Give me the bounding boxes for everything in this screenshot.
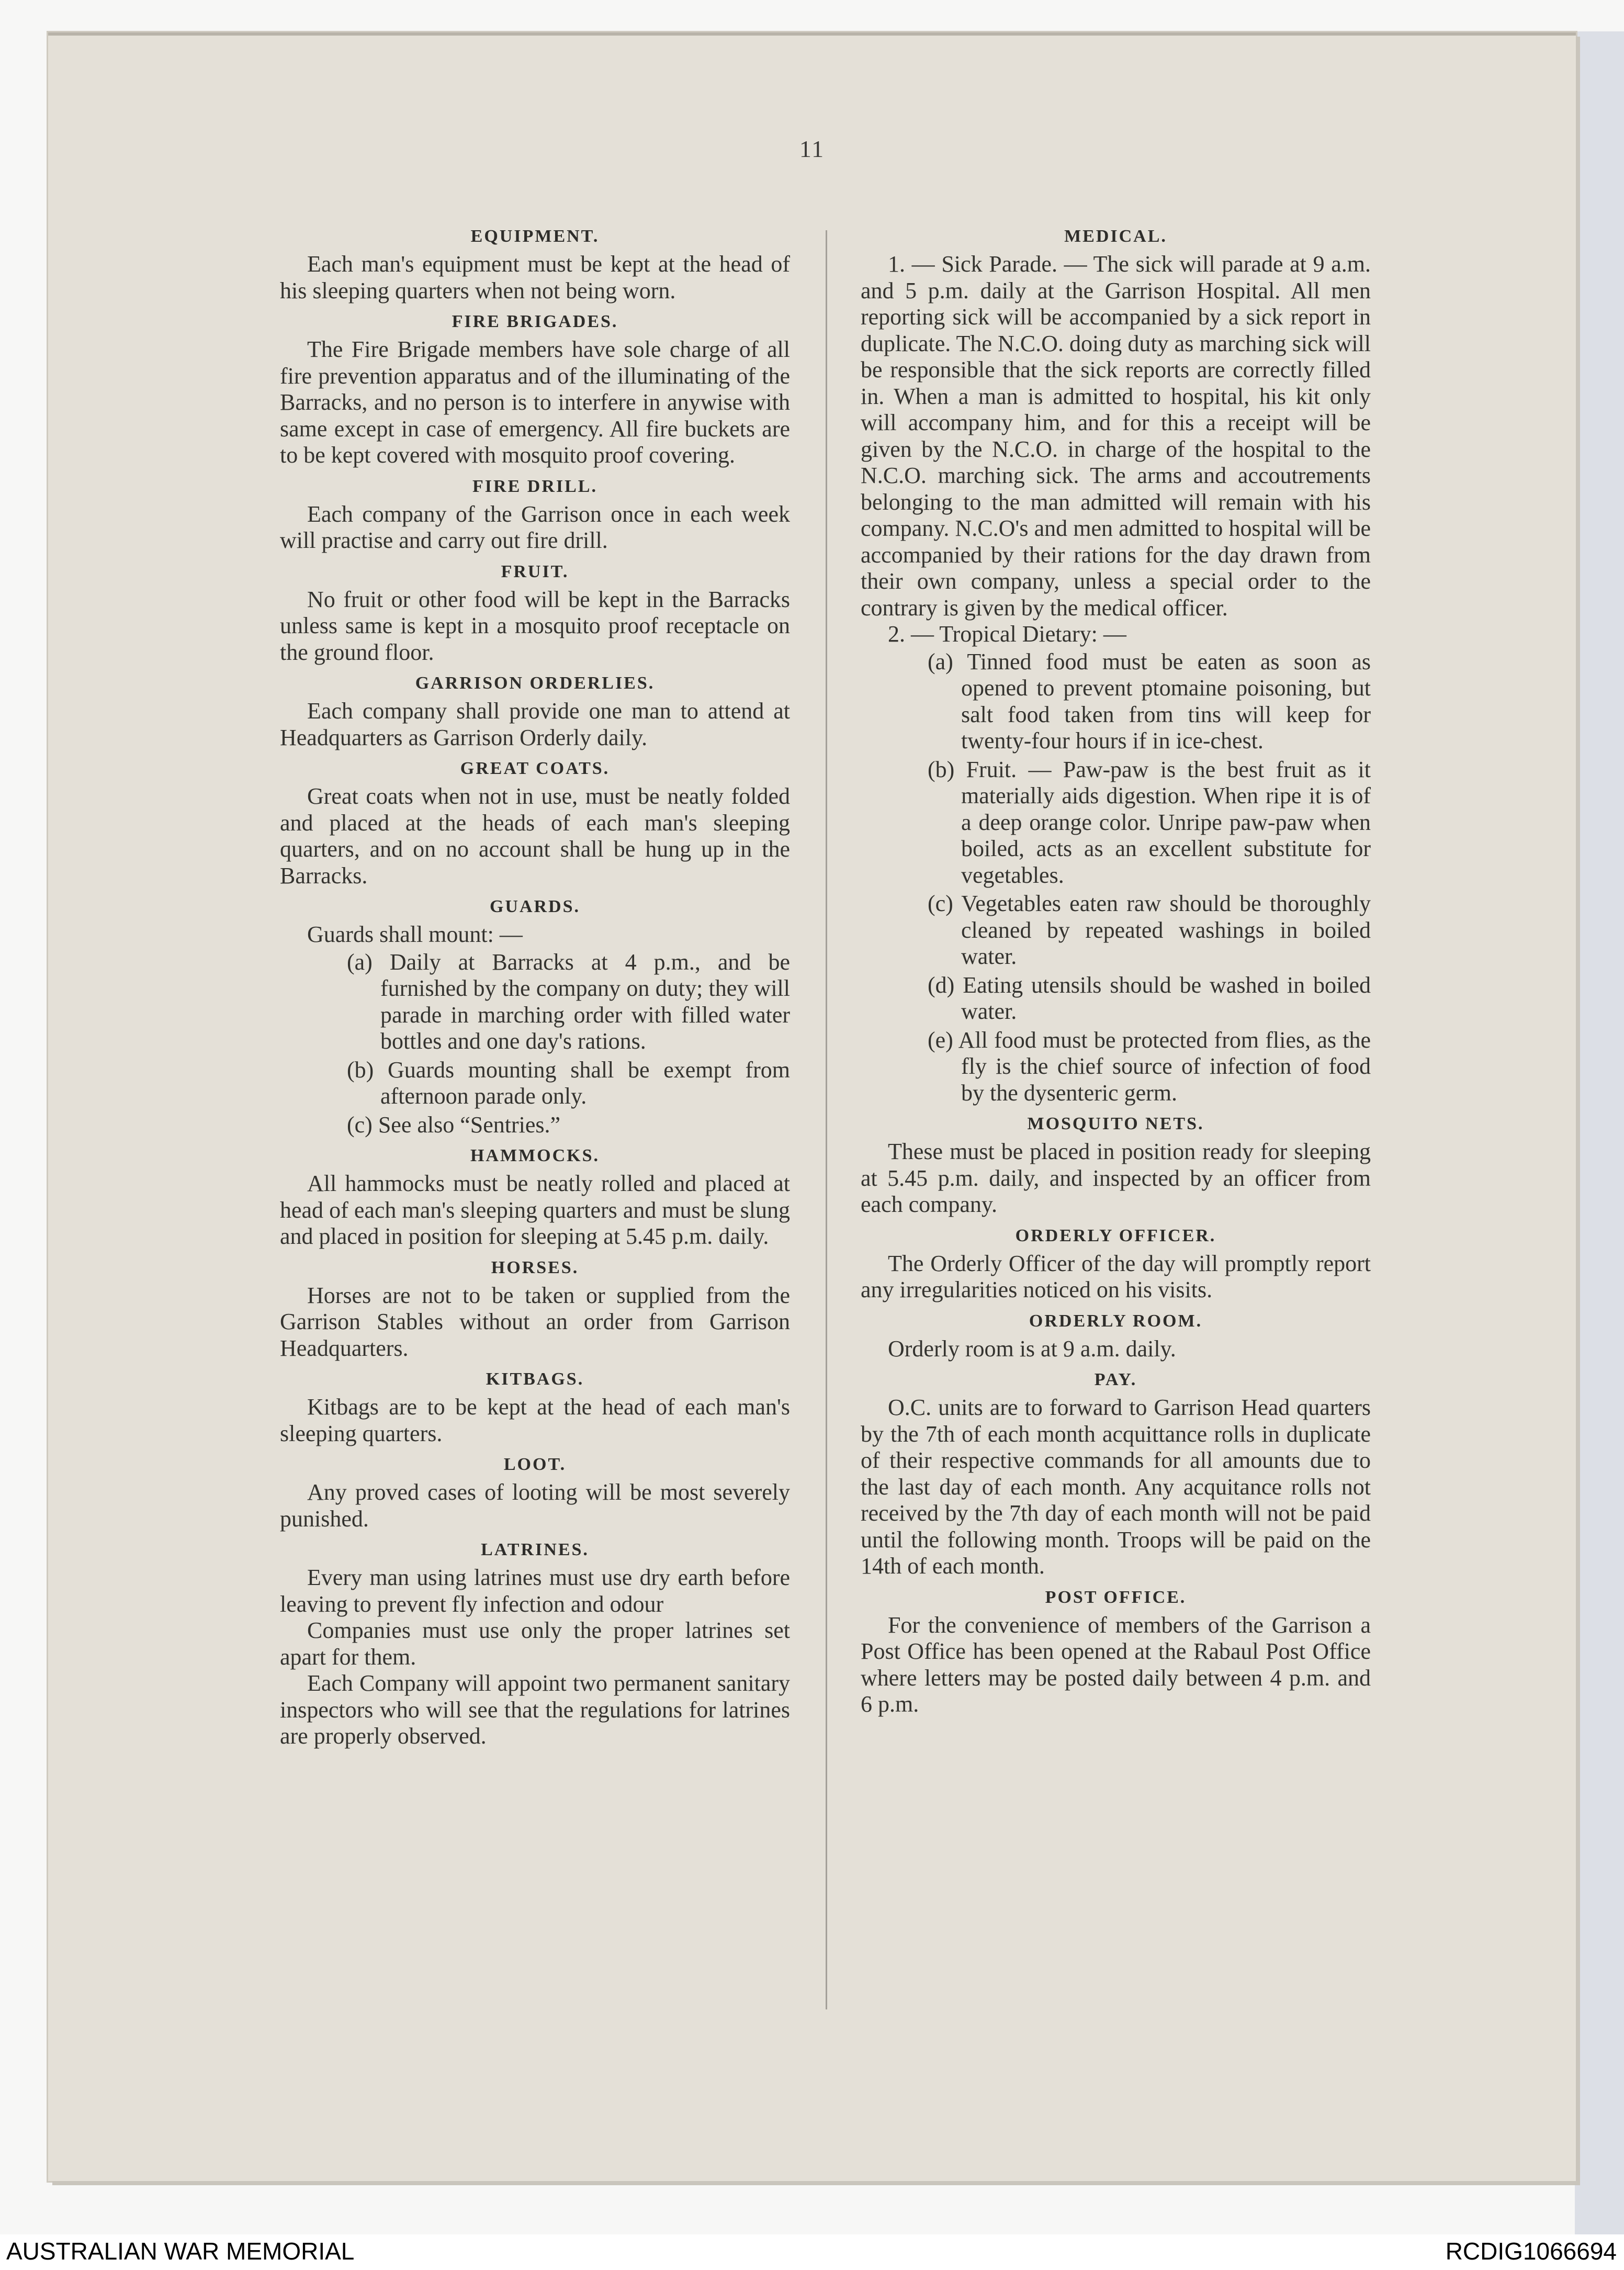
- section-text-fruit: No fruit or other food will be kept in the Barracks unless same is kept in a mosquito proof receptacle on the ground floor.: [280, 586, 790, 665]
- section-text-tropical-dietary: 2. — Tropical Dietary: —: [888, 621, 1126, 647]
- section-heading-fire-drill: FIRE DRILL.: [472, 476, 597, 496]
- section-heading-pay: PAY.: [1094, 1370, 1137, 1389]
- section-text-sick-parade: 1. — Sick Parade. — The sick will parade at 9 a.m. and 5 p.m. daily at the Garrison Hospital. All men reporting sick will be accompanied by a sick report in duplicate. The N.C.O. doing duty as marching sick will be responsible that the sick reports are correctly filled in. When a man is admitted to hospital, his kit only will accompany him, and for this a receipt will be given by the N.C.O. in charge of the hospital to the N.C.O. marching sick. The arms and accoutrements belonging to the man admitted will remain with his company. N.C.O's and men admitted to hospital will be accompanied by their rations for the day drawn from their own company, unless a special order to the contrary is given by the medical officer.: [861, 251, 1371, 621]
- list-item-guards-c: (c) See also “Sentries.”: [347, 1111, 561, 1138]
- section-text-fire-brigades: The Fire Brigade members have sole charge of all fire prevention apparatus and of the illuminating of the Barracks, and no person is to interfere in anywise with same except in case of emergency. All fire buckets are to be kept covered with mosquito proof covering.: [280, 336, 790, 468]
- footer-source: AUSTRALIAN WAR MEMORIAL: [6, 2238, 355, 2265]
- section-text-garrison-orderlies: Each company shall provide one man to attend at Headquarters as Garrison Orderly daily.: [280, 698, 790, 750]
- section-heading-fruit: FRUIT.: [501, 561, 569, 581]
- list-item-guards-b: (b) Guards mounting shall be exempt from afternoon parade only.: [347, 1057, 790, 1109]
- section-heading-post-office: POST OFFICE.: [1045, 1587, 1187, 1607]
- section-heading-medical: MEDICAL.: [1064, 227, 1167, 246]
- section-text-post-office: For the convenience of members of the Garrison a Post Office has been opened at the Rabaul Post Office where letters may be posted daily between 4 p.m. and 6 p.m.: [861, 1612, 1371, 1717]
- section-heading-equipment: EQUIPMENT.: [470, 227, 600, 246]
- section-heading-orderly-officer: ORDERLY OFFICER.: [1015, 1226, 1216, 1245]
- list-item-dietary-c: (c) Vegetables eaten raw should be thoroughly cleaned by repeated washings in boiled water.: [928, 891, 1371, 969]
- scanner-edge: [1575, 31, 1624, 2234]
- section-text-latrines-2: Companies must use only the proper latrines set apart for them.: [280, 1617, 790, 1670]
- section-heading-garrison-orderlies: GARRISON ORDERLIES.: [415, 673, 655, 693]
- section-text-latrines-1: Every man using latrines must use dry earth before leaving to prevent fly infection and odour: [280, 1565, 790, 1617]
- section-heading-guards: GUARDS.: [489, 897, 581, 916]
- section-text-equipment: Each man's equipment must be kept at the head of his sleeping quarters when not being worn.: [280, 251, 790, 304]
- section-text-orderly-officer: The Orderly Officer of the day will promptly report any irregularities noticed on his visits.: [861, 1250, 1371, 1302]
- section-heading-orderly-room: ORDERLY ROOM.: [1029, 1311, 1203, 1331]
- section-text-pay: O.C. units are to forward to Garrison Head quarters by the 7th of each month acquittance rolls in duplicate of their respective commands for all amounts due to the last day of each month. Any acquitance rolls not received by the 7th day of each month will not be paid until the following month. Troops will be paid on the 14th of each month.: [861, 1395, 1371, 1579]
- list-item-dietary-d: (d) Eating utensils should be washed in boiled water.: [928, 972, 1371, 1024]
- list-item-guards-a: (a) Daily at Barracks at 4 p.m., and be furnished by the company on duty; they will parade in marching order with filled water bottles and one day's rations.: [347, 949, 790, 1054]
- column-divider: [826, 230, 827, 2009]
- left-column: [280, 219, 790, 1750]
- section-heading-horses: HORSES.: [491, 1257, 579, 1277]
- footer-identifier: RCDIG1066694: [1445, 2238, 1617, 2265]
- section-text-loot: Any proved cases of looting will be most severely punished.: [280, 1479, 790, 1532]
- section-heading-great-coats: GREAT COATS.: [460, 759, 610, 778]
- section-heading-latrines: LATRINES.: [481, 1540, 589, 1559]
- section-text-fire-drill: Each company of the Garrison once in each week will practise and carry out fire drill.: [280, 501, 790, 553]
- list-item-dietary-e: (e) All food must be protected from flies, as the fly is the chief source of infection of food by the dysenteric germ.: [928, 1027, 1371, 1106]
- list-item-dietary-a: (a) Tinned food must be eaten as soon as opened to prevent ptomaine poisoning, but salt food taken from tins will keep for twenty-four hours if in ice-chest.: [928, 648, 1371, 754]
- section-heading-hammocks: HAMMOCKS.: [470, 1146, 600, 1165]
- list-item-dietary-b: (b) Fruit. — Paw-paw is the best fruit as it materially aids digestion. When ripe it is of a deep orange color. Unripe paw-paw when boiled, acts as an excellent substitute for vegetables.: [928, 756, 1371, 888]
- section-heading-loot: LOOT.: [503, 1455, 567, 1474]
- section-text-orderly-room: Orderly room is at 9 a.m. daily.: [888, 1335, 1176, 1362]
- section-text-latrines-3: Each Company will appoint two permanent sanitary inspectors who will see that the regulations for latrines are properly observed.: [280, 1670, 790, 1749]
- section-heading-mosquito-nets: MOSQUITO NETS.: [1027, 1114, 1204, 1133]
- section-text-mosquito-nets: These must be placed in position ready for sleeping at 5.45 p.m. daily, and inspected by an officer from each company.: [861, 1139, 1371, 1217]
- section-heading-kitbags: KITBAGS.: [486, 1369, 584, 1389]
- section-text-kitbags: Kitbags are to be kept at the head of each man's sleeping quarters.: [280, 1394, 790, 1446]
- section-text-great-coats: Great coats when not in use, must be neatly folded and placed at the heads of each man's sleeping quarters, and on no account shall be hung up in the Barracks.: [280, 783, 790, 889]
- section-text-guards-intro: Guards shall mount: —: [307, 922, 523, 947]
- section-text-hammocks: All hammocks must be neatly rolled and placed at head of each man's sleeping quarters and must be slung and placed in position for sleeping at 5.45 p.m. daily.: [280, 1171, 790, 1249]
- section-text-horses: Horses are not to be taken or supplied from the Garrison Stables without an order from Garrison Headquarters.: [280, 1282, 790, 1361]
- section-heading-fire-brigades: FIRE BRIGADES.: [452, 312, 618, 331]
- right-column: [861, 219, 1371, 1718]
- page-number: 11: [799, 136, 825, 162]
